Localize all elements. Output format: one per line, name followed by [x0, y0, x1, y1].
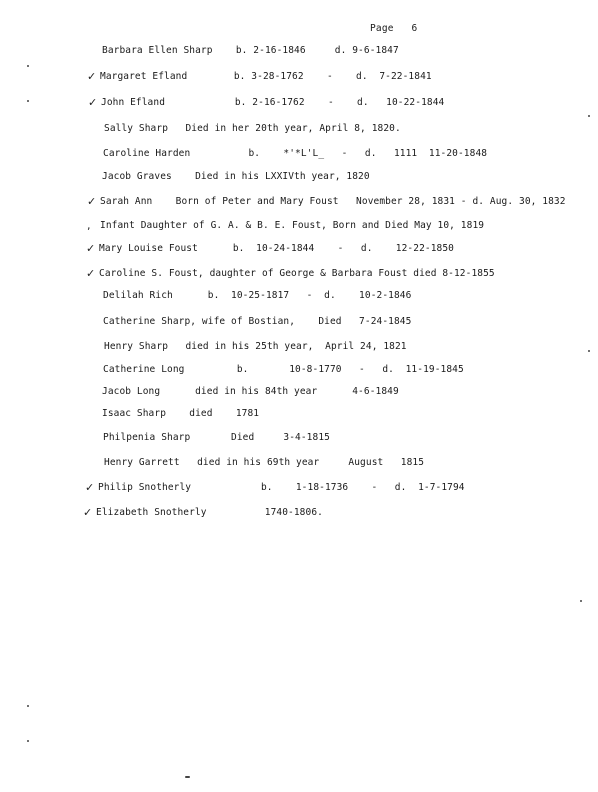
entry-line: John Efland b. 2-16-1762 - d. 10-22-1844 — [101, 97, 445, 108]
page-number-value: 6 — [411, 23, 418, 34]
checkmark-icon: ✓ — [85, 481, 95, 494]
entry-line: Sarah Ann Born of Peter and Mary Foust November 28, 1831 - d. Aug. 30, 1832 — [100, 196, 566, 207]
entry-line: Henry Garrett died in his 69th year August 1815 — [104, 457, 425, 468]
scan-mark — [27, 705, 29, 707]
entry-line: Sally Sharp Died in her 20th year, April 8, 1820. — [104, 123, 401, 134]
scan-mark — [27, 65, 29, 67]
scan-mark — [588, 350, 590, 352]
entry-line: Delilah Rich b. 10-25-1817 - d. 10-2-1846 — [103, 290, 412, 301]
scan-mark — [27, 740, 29, 742]
entry-line: Philpenia Sharp Died 3-4-1815 — [103, 432, 330, 443]
checkmark-icon: ✓ — [88, 96, 98, 109]
entry-line: Jacob Graves Died in his LXXIVth year, 1820 — [102, 171, 370, 182]
entry-line: Jacob Long died in his 84th year 4-6-1849 — [102, 386, 399, 397]
scan-mark — [185, 776, 190, 778]
checkmark-icon: , — [87, 219, 91, 232]
entry-line: Mary Louise Foust b. 10-24-1844 - d. 12-22-1850 — [99, 243, 454, 254]
page-number — [370, 23, 417, 34]
entry-line: Catherine Long b. 10-8-1770 - d. 11-19-1845 — [103, 364, 464, 375]
page-label: Page — [370, 23, 394, 34]
entry-line: Margaret Efland b. 3-28-1762 - d. 7-22-1841 — [100, 71, 432, 82]
checkmark-icon: ✓ — [87, 70, 97, 83]
scan-mark — [588, 115, 590, 117]
entry-line: Philip Snotherly b. 1-18-1736 - d. 1-7-1794 — [98, 482, 465, 493]
entry-line: Catherine Sharp, wife of Bostian, Died 7-24-1845 — [103, 316, 412, 327]
checkmark-icon: ✓ — [86, 242, 96, 255]
entry-line: Elizabeth Snotherly 1740-1806. — [96, 507, 323, 518]
checkmark-icon: ✓ — [86, 267, 96, 280]
entry-line: Henry Sharp died in his 25th year, April 24, 1821 — [104, 341, 407, 352]
entry-line: Infant Daughter of G. A. & B. E. Foust, Born and Died May 10, 1819 — [100, 220, 485, 231]
checkmark-icon: ✓ — [87, 195, 97, 208]
entry-line: Isaac Sharp died 1781 — [102, 408, 260, 419]
scan-mark — [580, 600, 582, 602]
checkmark-icon: ✓ — [83, 506, 93, 519]
entry-line: Caroline Harden b. *'*L'L_ - d. 1111 11-20-1848 — [103, 148, 488, 159]
entry-line: Barbara Ellen Sharp b. 2-16-1846 d. 9-6-1847 — [102, 45, 399, 56]
scan-mark — [27, 100, 29, 102]
entry-line: Caroline S. Foust, daughter of George & Barbara Foust died 8-12-1855 — [99, 268, 495, 279]
